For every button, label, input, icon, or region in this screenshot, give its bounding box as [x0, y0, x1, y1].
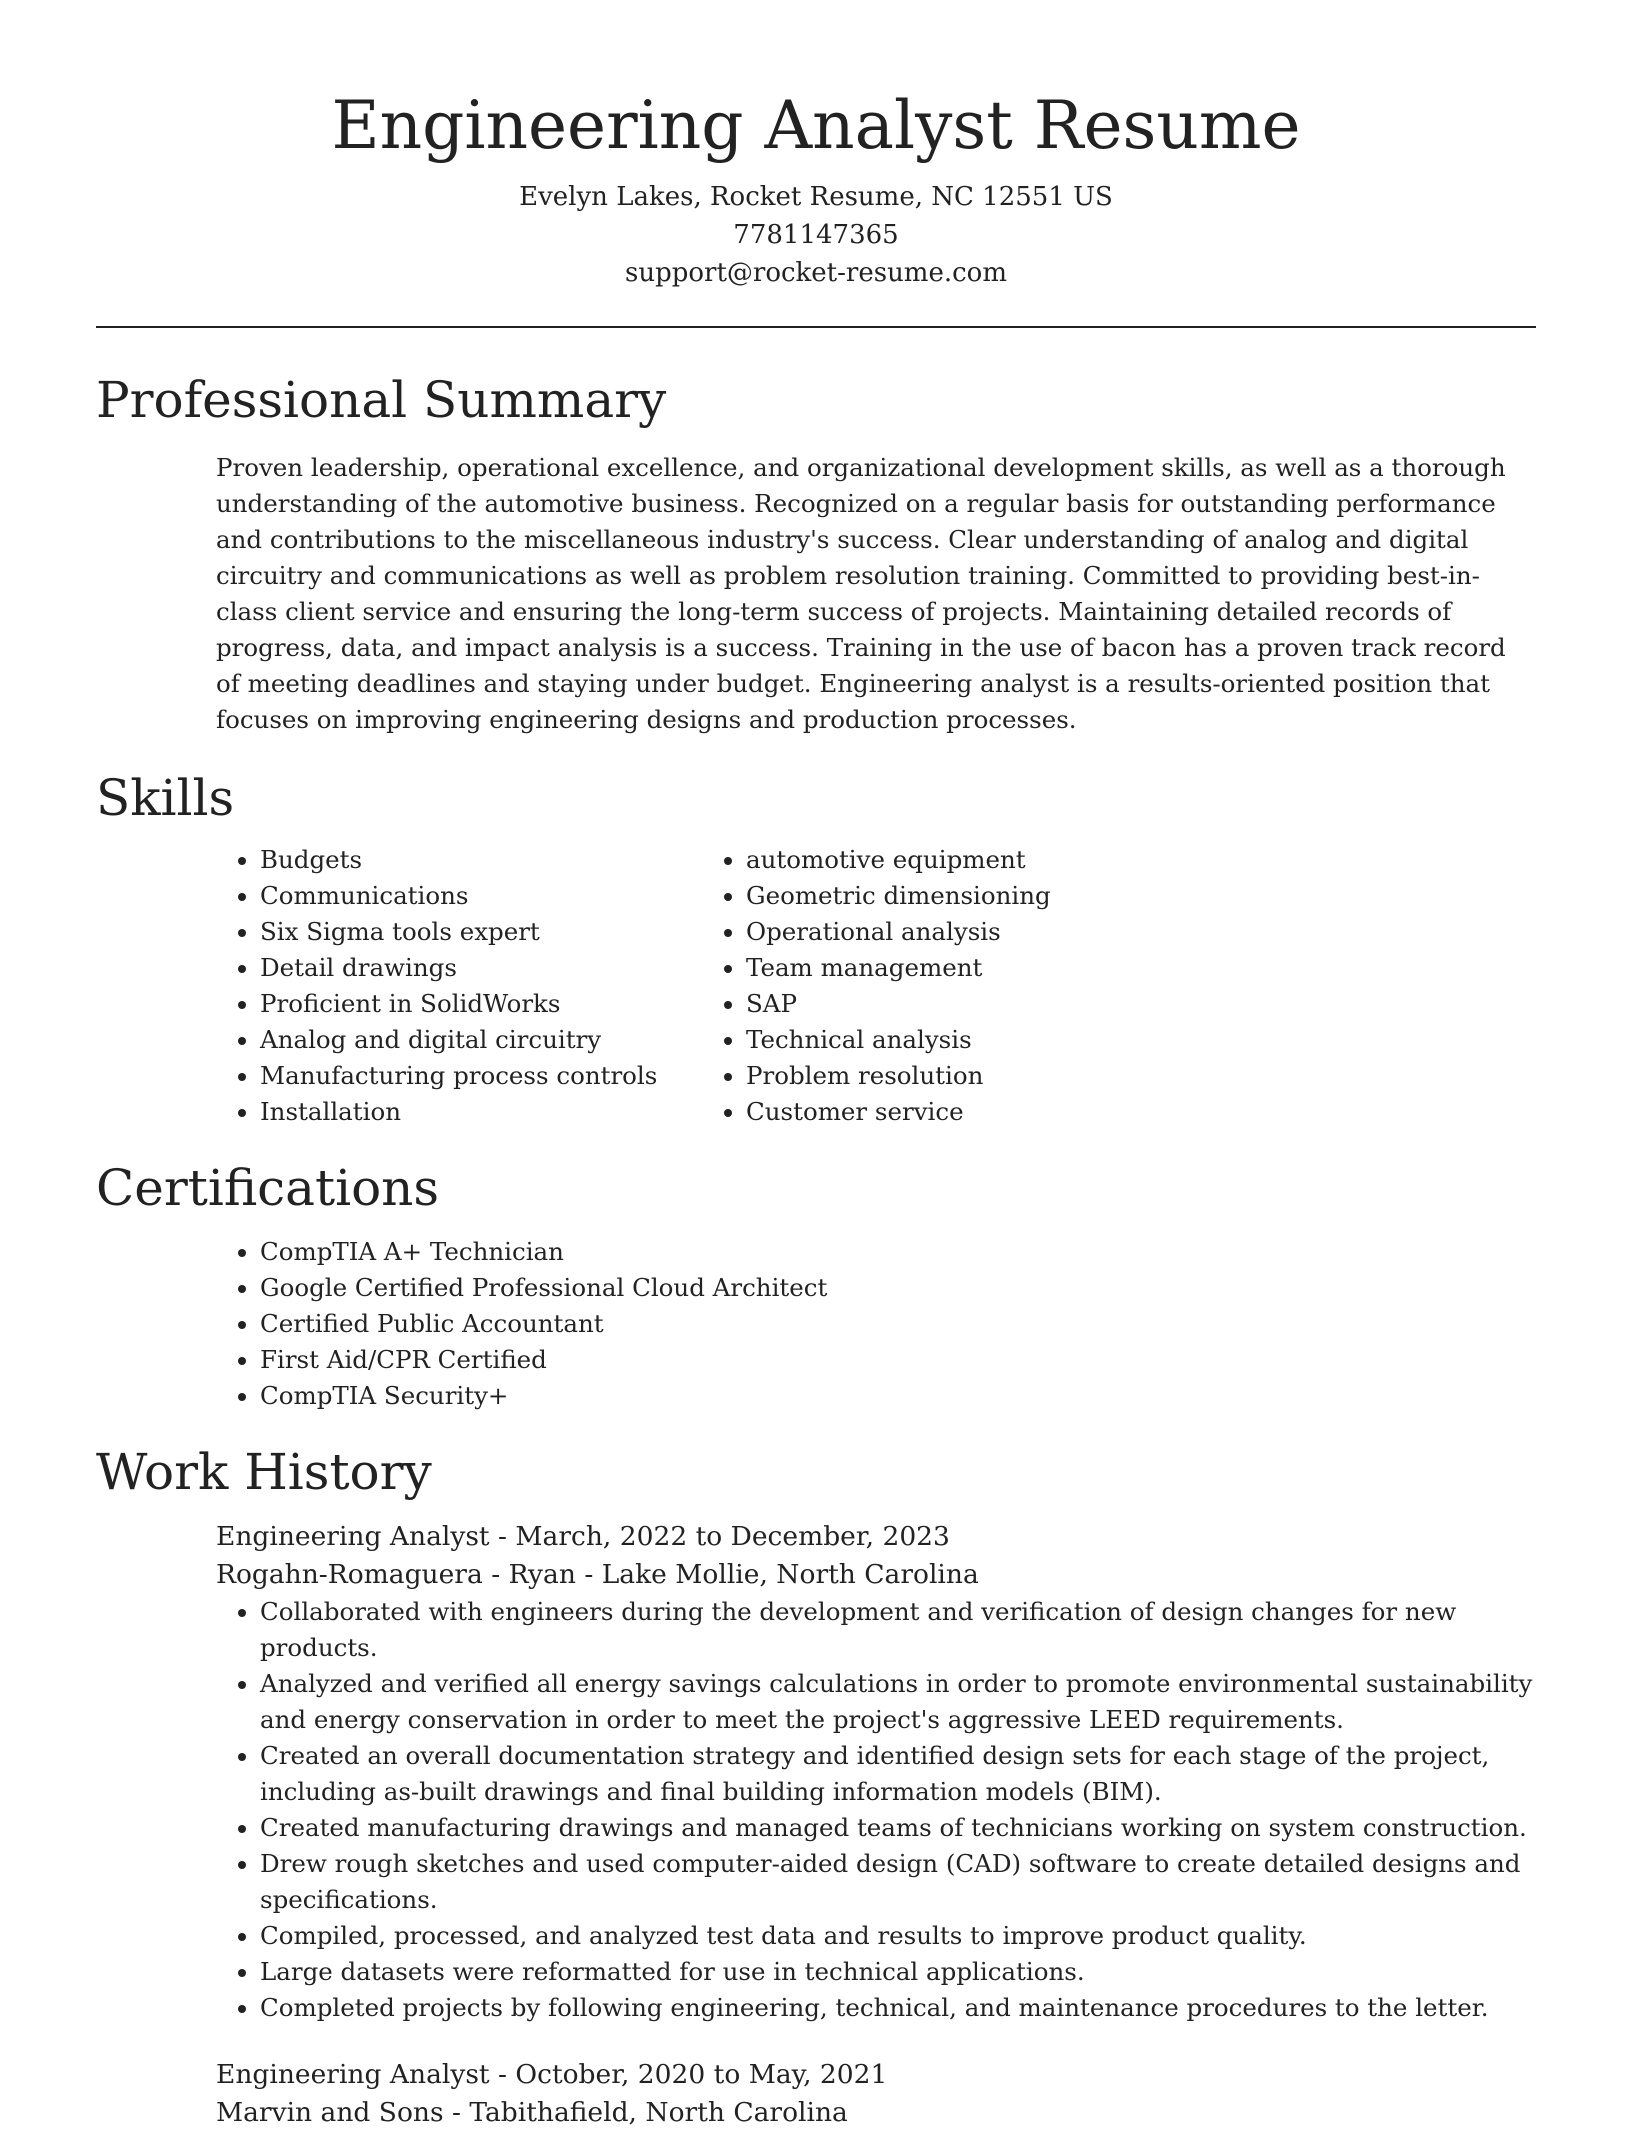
job-bullet: • Drew rough sketches and used computer-aided design (CAD) software to create detailed designs and specifications.	[260, 1846, 1536, 1918]
certification-item: • CompTIA Security+	[260, 1378, 1536, 1414]
skill-item: • Budgets	[260, 842, 746, 878]
certification-item: • Google Certified Professional Cloud Architect	[260, 1270, 1536, 1306]
skill-item: • Detail drawings	[260, 950, 746, 986]
resume-title: Engineering Analyst Resume	[331, 87, 1301, 164]
job-entry	[96, 1518, 1536, 2026]
skill-item: • Geometric dimensioning	[746, 878, 1051, 914]
contact-phone: 7781147365	[733, 220, 899, 250]
certification-item: • Certified Public Accountant	[260, 1306, 1536, 1342]
job-bullet: • Created an overall documentation strategy and identified design sets for each stage of the project, including as-built drawings and final building information models (BIM).	[260, 1738, 1536, 1810]
job-bullet: • Completed projects by following engineering, technical, and maintenance procedures to the letter.	[260, 1990, 1536, 2026]
summary-heading: Professional Summary	[96, 371, 667, 429]
skills-columns	[96, 842, 1536, 1130]
summary-text: Proven leadership, operational excellence, and organizational development skills, as well as a thorough understanding of the automotive business. Recognized on a regular basis for outstanding performance and contributions to the miscellaneous industry's success. Clear understanding of analog and digital circuitry and communications as well as problem resolution training. Committed to providing best-in-class client service and ensuring the long-term success of projects. Maintaining detailed records of progress, data, and impact analysis is a success. Training in the use of bacon has a proven track record of meeting deadlines and staying under budget. Engineering analyst is a results-oriented position that focuses on improving engineering designs and production processes.	[216, 453, 1506, 734]
certifications-list	[192, 1234, 1536, 1414]
job-bullet: • Compiled, processed, and analyzed test data and results to improve product quality.	[260, 1918, 1536, 1954]
skill-item: • Customer service	[746, 1094, 1051, 1130]
skill-item: • SAP	[746, 986, 1051, 1022]
skill-item: • Problem resolution	[746, 1058, 1051, 1094]
job-company-line: Marvin and Sons - Tabithafield, North Carolina	[216, 2097, 848, 2128]
certifications-section	[96, 1156, 1536, 1414]
job-bullet: • Created manufacturing drawings and managed teams of technicians working on system construction.	[260, 1810, 1536, 1846]
job-bullet: • Large datasets were reformatted for use in technical applications.	[260, 1954, 1536, 1990]
skill-item: • Operational analysis	[746, 914, 1051, 950]
job-bullet: • Collaborated with engineers during the development and verification of design changes for new products.	[260, 1594, 1536, 1666]
skill-item: • Six Sigma tools expert	[260, 914, 746, 950]
skill-item: • Analog and digital circuitry	[260, 1022, 746, 1058]
skills-heading: Skills	[96, 769, 235, 827]
job-title-line: Engineering Analyst - March, 2022 to December, 2023	[216, 1521, 950, 1552]
skills-list-right	[746, 842, 1051, 1130]
contact-address: Evelyn Lakes, Rocket Resume, NC 12551 US	[519, 182, 1113, 212]
skill-item: • automotive equipment	[746, 842, 1051, 878]
skill-item: • Proficient in SolidWorks	[260, 986, 746, 1022]
contact-email: support@rocket-resume.com	[624, 258, 1007, 288]
job-bullet: • Analyzed and verified all energy savings calculations in order to promote environmental sustainability and energy conservation in order to meet the project's aggressive LEED requirements.	[260, 1666, 1536, 1738]
skills-list-left	[192, 842, 746, 1130]
job-company-line: Rogahn-Romaguera - Ryan - Lake Mollie, North Carolina	[216, 1559, 979, 1590]
certification-item: • CompTIA A+ Technician	[260, 1234, 1536, 1270]
skill-item: • Technical analysis	[746, 1022, 1051, 1058]
skill-item: • Manufacturing process controls	[260, 1058, 746, 1094]
resume-header	[0, 0, 1632, 292]
summary-section	[96, 368, 1536, 738]
contact-block	[0, 178, 1632, 292]
skills-column-left	[96, 842, 746, 1130]
job-bullets	[192, 1594, 1536, 2026]
skills-section	[96, 766, 1536, 1130]
job-title-line: Engineering Analyst - October, 2020 to May, 2021	[216, 2059, 888, 2090]
skill-item: • Installation	[260, 1094, 746, 1130]
header-divider	[96, 326, 1536, 328]
work-history-heading: Work History	[96, 1443, 432, 1501]
skills-column-right	[746, 842, 1051, 1130]
job-entry	[96, 2056, 1536, 2132]
work-history-section	[96, 1440, 1536, 2132]
skill-item: • Team management	[746, 950, 1051, 986]
certifications-heading: Certifications	[96, 1159, 440, 1217]
certification-item: • First Aid/CPR Certified	[260, 1342, 1536, 1378]
skill-item: • Communications	[260, 878, 746, 914]
